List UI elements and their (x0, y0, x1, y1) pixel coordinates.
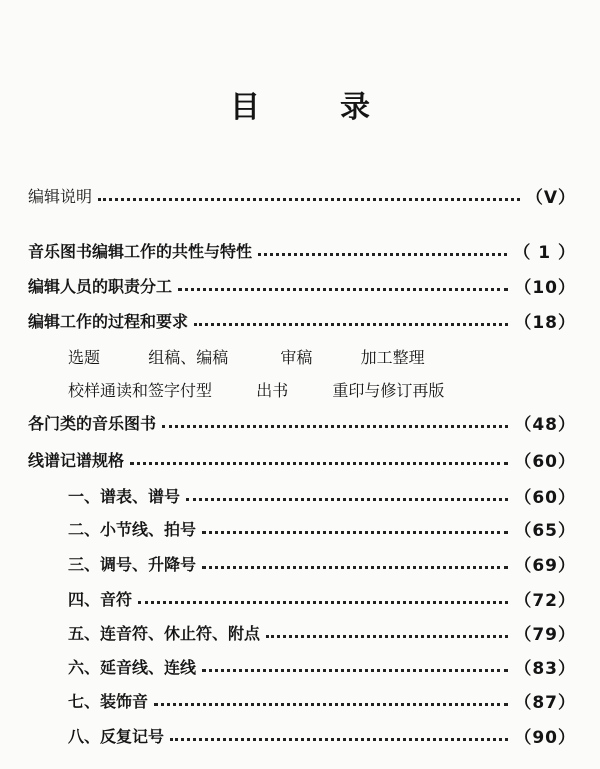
toc-entry-label: 四、音符 (68, 589, 133, 609)
toc-entry-ornaments[interactable] (68, 688, 576, 712)
toc-entry-label: 编辑说明 (28, 186, 93, 206)
toc-entry-page: （69） (514, 555, 576, 576)
toc-entry-page: （60） (514, 451, 576, 472)
subtopic-item: 校样通读和签字付型 (68, 381, 213, 400)
toc-entry-label: 各门类的音乐图书 (28, 413, 157, 433)
dot-leader (258, 241, 507, 256)
toc-entry-label: 六、延音线、连线 (68, 657, 197, 677)
toc-entry-process[interactable] (28, 308, 576, 332)
toc-entry-duties[interactable] (28, 273, 576, 297)
dot-leader (202, 657, 508, 672)
toc-entry-tuplets[interactable] (68, 620, 576, 644)
toc-entry-page: （87） (514, 692, 576, 713)
toc-entry-label: 一、谱表、谱号 (68, 486, 181, 506)
dot-leader (186, 486, 508, 501)
dot-leader (178, 276, 508, 291)
dot-leader (170, 726, 508, 741)
subtopic-item: 组稿、编稿 (148, 348, 229, 367)
toc-entry-page: （83） (514, 658, 576, 679)
subtopic-line-1 (68, 345, 425, 368)
dot-leader (98, 186, 520, 201)
toc-entry-label: 五、连音符、休止符、附点 (68, 623, 261, 643)
toc-entry-page: （10） (514, 277, 576, 298)
toc-entry-commonality[interactable] (28, 238, 576, 262)
toc-entry-label: 编辑人员的职责分工 (28, 276, 173, 296)
dot-leader (138, 589, 508, 604)
subtopic-item: 审稿 (280, 348, 313, 367)
subtopic-item: 加工整理 (360, 348, 425, 367)
dot-leader (202, 554, 508, 569)
toc-entry-repeats[interactable] (68, 723, 576, 747)
title-char-left: 目 (230, 90, 260, 125)
toc-entry-page: （90） (514, 727, 576, 748)
toc-entry-page: （18） (514, 312, 576, 333)
toc-entry-page: （72） (514, 590, 576, 611)
toc-entry-staff-clef[interactable] (68, 483, 576, 507)
toc-entry-staff-notation[interactable] (28, 447, 576, 471)
toc-entry-page: （48） (514, 414, 576, 435)
toc-entry-label: 三、调号、升降号 (68, 554, 197, 574)
toc-entry-label: 编辑工作的过程和要求 (28, 311, 189, 331)
toc-entry-page: （65） (514, 520, 576, 541)
toc-entry-label: 七、装饰音 (68, 691, 149, 711)
title-char-right: 录 (340, 90, 370, 125)
toc-entry-notes[interactable] (68, 586, 576, 610)
toc-entry-page: （ 1 ） (513, 242, 576, 263)
subtopic-item: 选题 (68, 348, 101, 367)
dot-leader (194, 311, 508, 326)
toc-entry-page: （60） (514, 487, 576, 508)
toc-entry-key-signature[interactable] (68, 551, 576, 575)
toc-entry-page: （79） (514, 624, 576, 645)
toc-entry-label: 八、反复记号 (68, 726, 165, 746)
dot-leader (162, 413, 508, 428)
toc-entry-ties[interactable] (68, 654, 576, 678)
dot-leader (154, 691, 508, 706)
toc-entry-barline[interactable] (68, 516, 576, 540)
dot-leader (130, 450, 508, 465)
toc-entry-music-books[interactable] (28, 410, 576, 434)
toc-entry-page: （V） (525, 187, 576, 208)
subtopic-item: 出书 (256, 381, 289, 400)
dot-leader (202, 519, 508, 534)
toc-entry-editorial-note[interactable] (28, 183, 576, 207)
toc-entry-label: 线谱记谱规格 (28, 450, 125, 470)
toc-entry-label: 音乐图书编辑工作的共性与特性 (28, 241, 253, 261)
dot-leader (266, 623, 508, 638)
toc-entry-label: 二、小节线、拍号 (68, 519, 197, 539)
subtopic-item: 重印与修订再版 (332, 381, 445, 400)
subtopic-line-2 (68, 378, 444, 401)
